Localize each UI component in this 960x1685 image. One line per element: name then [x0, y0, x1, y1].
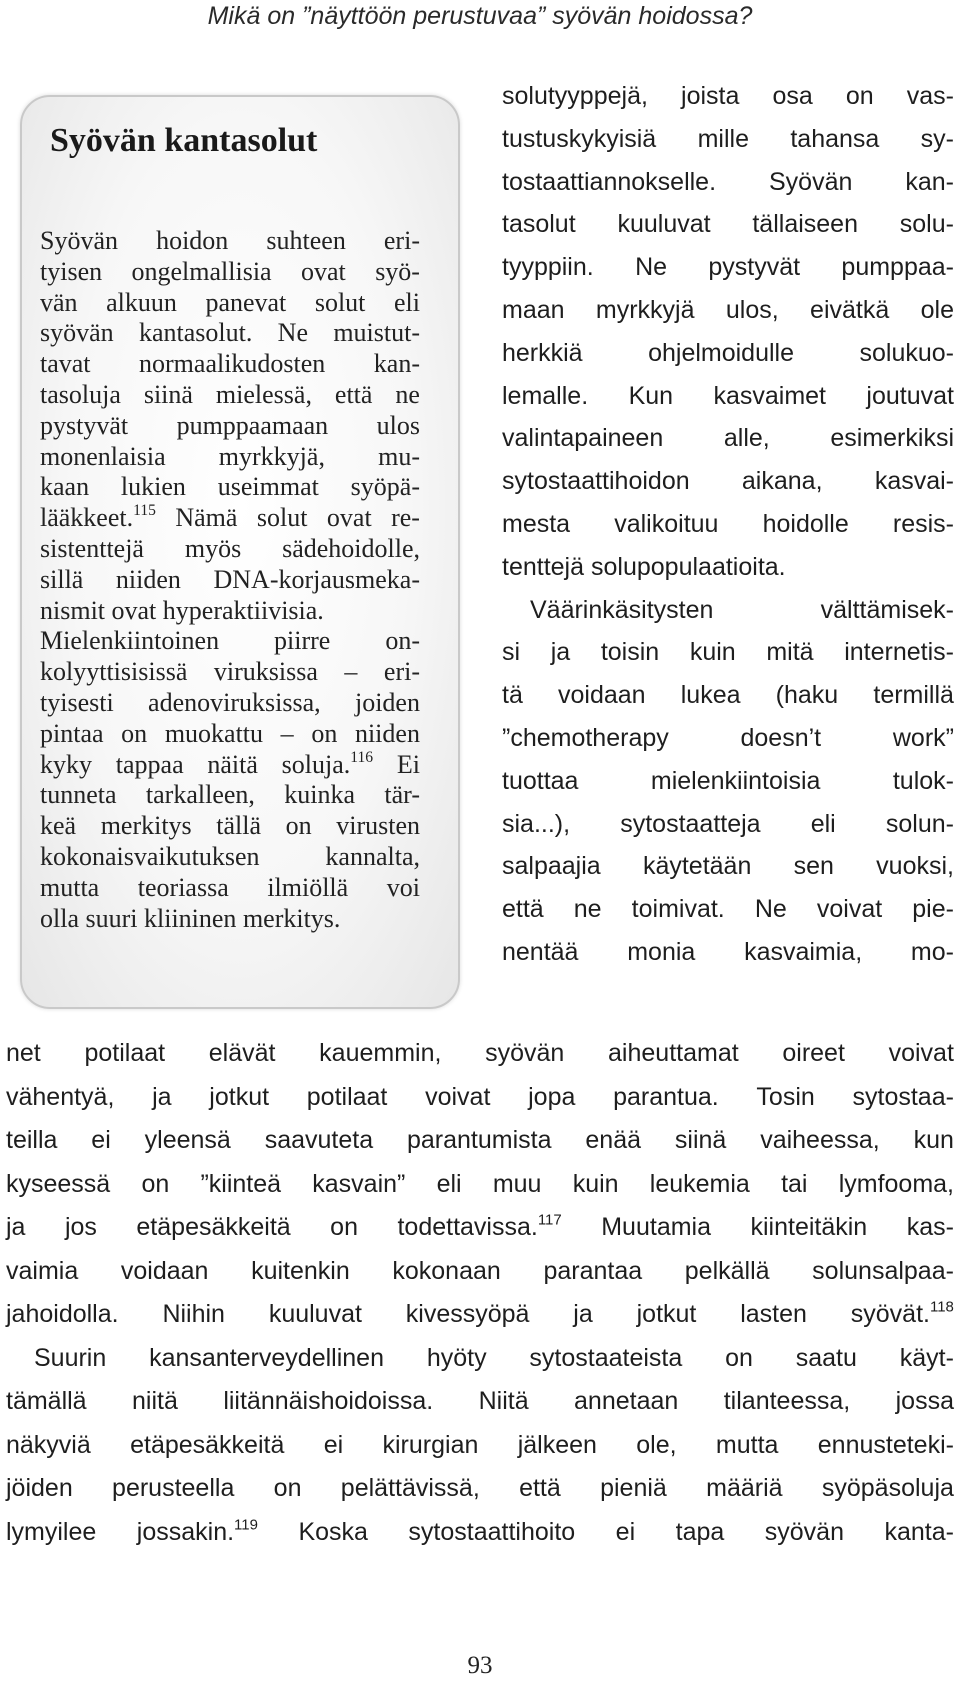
body-line: Suurin kansanterveydellinen hyöty sytostaateista on saatu käyt- — [34, 1343, 954, 1372]
page-number: 93 — [467, 1652, 493, 1679]
column-line: Väärinkäsitysten välttämisek- — [530, 595, 954, 624]
column-line: mesta valikoituu hoidolle resis- — [502, 510, 954, 538]
column-line: ”chemotherapy doesn’t work” — [502, 724, 954, 752]
sidebar-line: nismit ovat hyperaktiivisia. — [40, 595, 324, 625]
sidebar-line: kolyyttisisissä viruksissa – eri- — [40, 657, 420, 687]
sidebar-title: Syövän kantasolut — [50, 122, 318, 159]
sidebar-line: tyisen ongelmallisia ovat syö- — [40, 256, 420, 286]
column-line: tenttejä solupopulaatioita. — [502, 552, 786, 581]
sidebar-line: mutta teoriassa ilmiöllä voi — [40, 872, 420, 902]
sidebar-line: olla suuri kliininen merkitys. — [40, 903, 341, 933]
sidebar-line: keä merkitys tällä on virusten — [40, 811, 420, 841]
body-line: ja jos etäpesäkkeitä on todettavissa.$^{117}$ Muutamia kiinteitäkin kas- — [6, 1211, 954, 1241]
sidebar-line: pintaa on muokattu – on niiden — [40, 718, 420, 748]
sidebar-line: pystyvät pumppaamaan ulos — [40, 410, 420, 440]
column-line: tyyppiin. Ne pystyvät pumppaa- — [502, 253, 954, 282]
column-line: että ne toimivat. Ne voivat pie- — [502, 895, 954, 924]
column-line: tostaattiannokselle. Syövän kan- — [502, 167, 954, 196]
column-line: salpaajia käytetään sen vuoksi, — [502, 852, 954, 881]
body-line: lymyilee jossakin.$^{119}$ Koska sytostaattihoito ei tapa syövän kanta- — [6, 1516, 954, 1546]
sidebar-line: Mielenkiintoinen piirre on- — [40, 626, 420, 656]
column-line: sia...), sytostaatteja eli solun- — [502, 809, 954, 838]
sidebar-line: Syövän hoidon suhteen eri- — [40, 226, 420, 255]
column-line: valintapaineen alle, esimerkiksi — [502, 424, 954, 453]
column-line: nentää monia kasvaimia, mo- — [502, 938, 954, 966]
column-line: si ja toisin kuin mitä internetis- — [502, 638, 954, 667]
column-line: tustuskykyisiä mille tahansa sy- — [502, 124, 954, 153]
body-line: tämällä niitä liitännäishoidoissa. Niitä annetaan tilanteessa, jossa — [6, 1387, 954, 1415]
running-header: Mikä on ”näyttöön perustuvaa” syövän hoidossa? — [207, 2, 753, 30]
sidebar-line: sistenttejä myös sädehoidolle, — [40, 534, 420, 563]
body-line: näkyviä etäpesäkkeitä ei kirurgian jälkeen ole, mutta ennusteteki- — [6, 1430, 954, 1459]
sidebar-line: vän alkuun panevat solut eli — [40, 287, 420, 317]
body-line: jöiden perusteella on pelättävissä, että pieniä määriä syöpäsoluja — [6, 1474, 954, 1502]
column-line: sytostaattihoidon aikana, kasvai- — [502, 467, 954, 496]
column-line: herkkiä ohjelmoidulle solukuo- — [502, 338, 954, 367]
sidebar-line: syövän kantasolut. Ne muistut- — [40, 318, 420, 348]
column-line: solutyyppejä, joista osa on vas- — [502, 82, 954, 110]
sidebar-line: tyisesti adenoviruksissa, joiden — [40, 688, 420, 717]
sidebar-line: kaan lukien useimmat syöpä- — [40, 472, 420, 502]
sidebar-line: monenlaisia myrkkyjä, mu- — [40, 441, 420, 471]
column-line: lemalle. Kun kasvaimet joutuvat — [502, 381, 954, 410]
body-line: kyseessä on ”kiinteä kasvain” eli muu kuin leukemia tai lymfooma, — [6, 1169, 954, 1198]
column-line: tasolut kuuluvat tällaiseen solu- — [502, 210, 954, 239]
body-line: net potilaat elävät kauemmin, syövän aiheuttamat oireet voivat — [6, 1039, 954, 1067]
column-line: tuottaa mielenkiintoisia tulok- — [502, 766, 954, 795]
sidebar-line: tavat normaalikudosten kan- — [40, 349, 420, 379]
sidebar-line: tunneta tarkalleen, kuinka tär- — [40, 780, 420, 810]
sidebar-line: kyky tappaa näitä soluja.$^{116}$ Ei — [40, 748, 420, 779]
sidebar-line: kokonaisvaikutuksen kannalta, — [40, 842, 420, 871]
sidebar-line: tasoluja siinä mielessä, että ne — [40, 380, 420, 409]
body-line: vaimia voidaan kuitenkin kokonaan parantaa pelkällä solunsalpaa- — [6, 1256, 954, 1285]
column-line: maan myrkkyjä ulos, eivätkä ole — [502, 296, 954, 324]
sidebar-line: sillä niiden DNA-korjausmeka- — [40, 564, 420, 594]
sidebar-line: lääkkeet.$^{115}$ Nämä solut ovat re- — [40, 502, 420, 533]
body-line: jahoidolla. Niihin kuuluvat kivessyöpä ja jotkut lasten syövät.$^{118}$ — [6, 1298, 954, 1328]
column-line: tä voidaan lukea (haku termillä — [502, 681, 954, 710]
body-line: vähentyä, ja jotkut potilaat voivat jopa parantua. Tosin sytostaa- — [6, 1082, 954, 1111]
body-line: teilla ei yleensä saavuteta parantumista enää siinä vaiheessa, kun — [6, 1126, 954, 1154]
